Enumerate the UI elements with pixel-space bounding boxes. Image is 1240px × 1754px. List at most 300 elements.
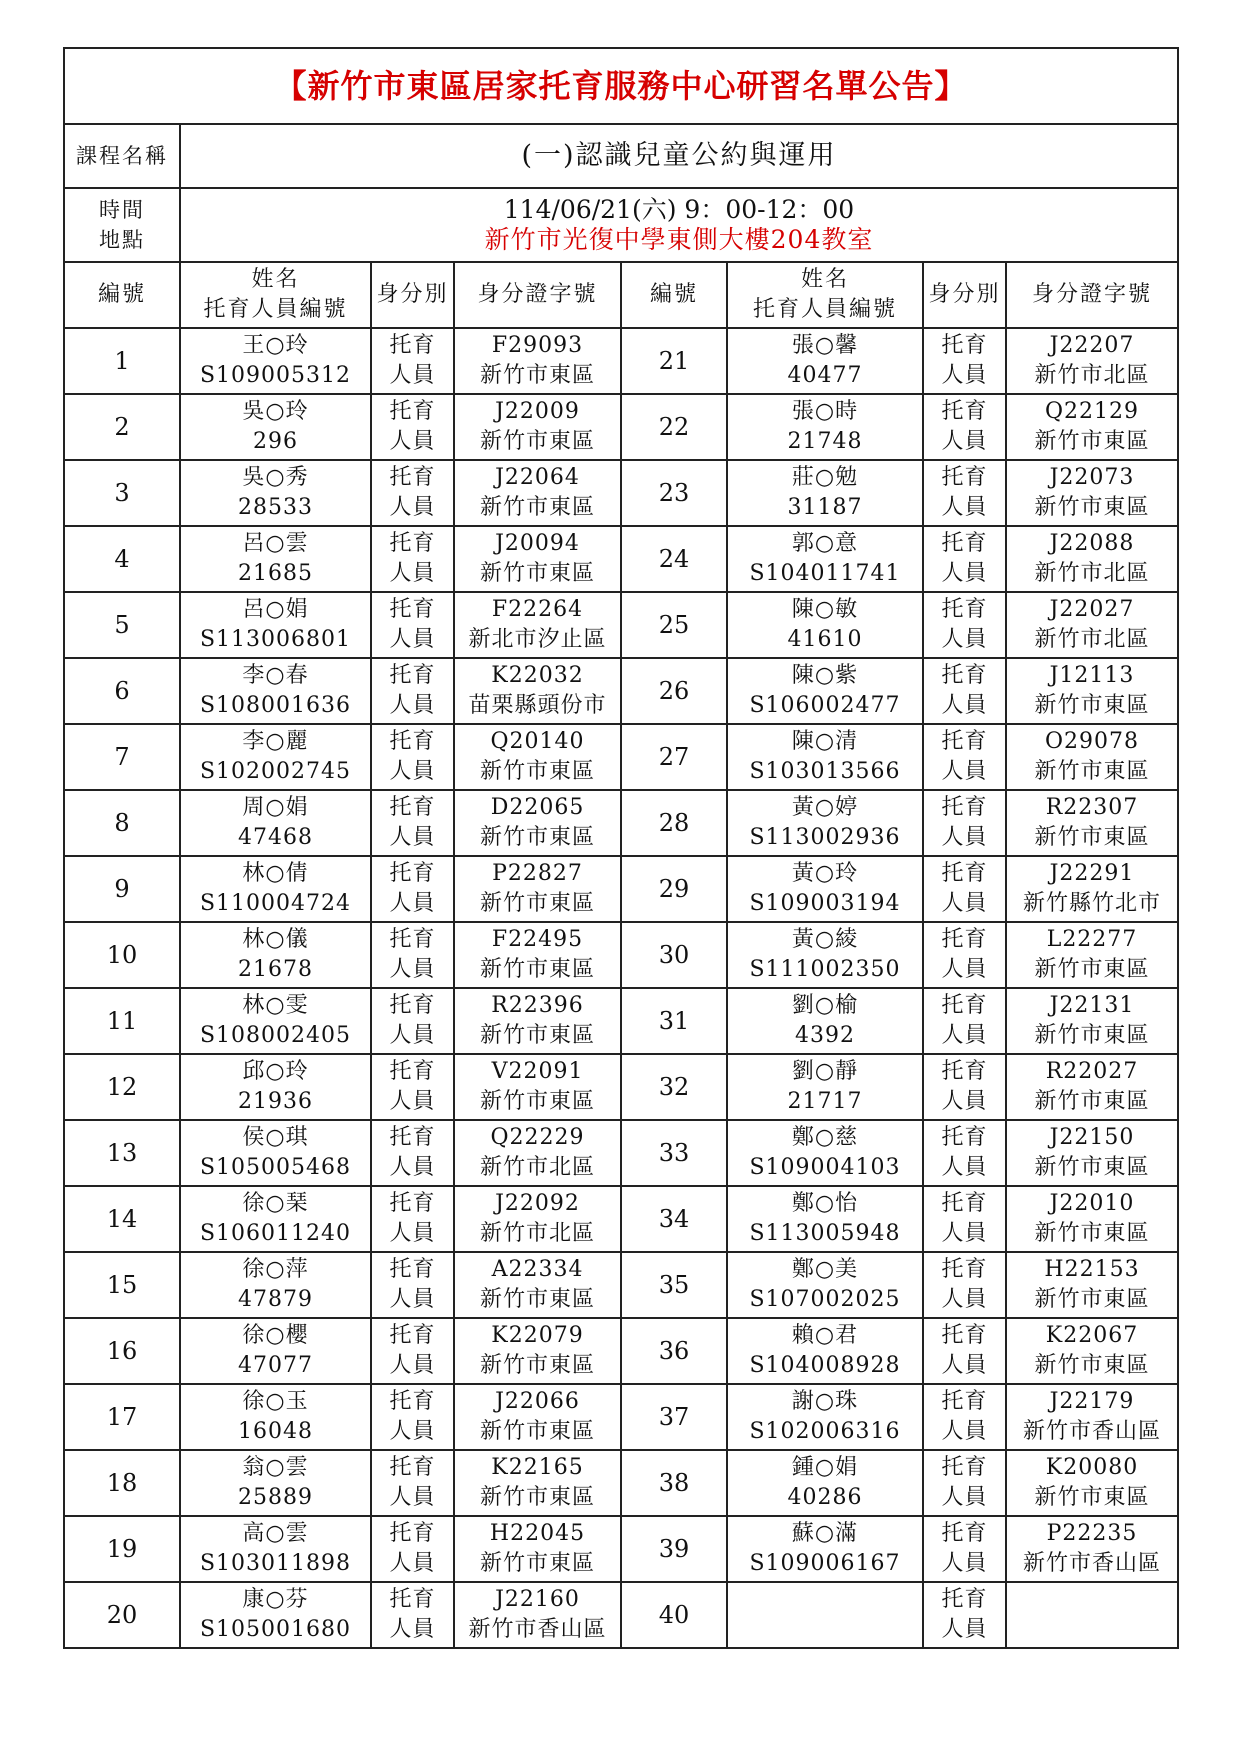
- table-row: [64, 1384, 1178, 1450]
- id-cell: [454, 526, 621, 592]
- id-number: A22334: [491, 1257, 584, 1282]
- id-number: J22291: [1049, 861, 1135, 886]
- identity-line2: 人員: [941, 363, 988, 388]
- caregiver-name: 張○時: [791, 399, 859, 424]
- id-number: K22032: [491, 663, 584, 688]
- entry-number: 27: [621, 724, 727, 790]
- name-cell: [727, 1054, 923, 1120]
- name-cell: [727, 658, 923, 724]
- entry-number: 30: [621, 922, 727, 988]
- table-row: [64, 790, 1178, 856]
- id-area: 新北市汐止區: [468, 627, 607, 652]
- header-name-line1: 姓名: [251, 267, 300, 292]
- identity-line1: 托育: [941, 597, 988, 622]
- caregiver-code: S109003194: [749, 891, 901, 916]
- table-row: [64, 856, 1178, 922]
- identity-line2: 人員: [389, 957, 436, 982]
- id-number: H22045: [489, 1521, 586, 1546]
- table-row: [64, 1186, 1178, 1252]
- identity-cell: [923, 1252, 1006, 1318]
- id-cell: [454, 1450, 621, 1516]
- id-cell: [1006, 1516, 1178, 1582]
- id-number: R22396: [491, 993, 584, 1018]
- caregiver-name: 邱○玲: [242, 1059, 309, 1084]
- identity-line1: 托育: [389, 1059, 436, 1084]
- id-area: 新竹市東區: [1034, 429, 1150, 454]
- caregiver-name: 鍾○娟: [791, 1455, 859, 1480]
- caregiver-name: 劉○靜: [791, 1059, 859, 1084]
- header-name-right-line1: 姓名: [800, 267, 849, 292]
- identity-line2: 人員: [941, 1287, 988, 1312]
- identity-line2: 人員: [389, 825, 436, 850]
- id-cell: [454, 460, 621, 526]
- name-cell: [727, 1384, 923, 1450]
- caregiver-name: 郭○意: [791, 531, 859, 556]
- id-area: 新竹市北區: [1034, 561, 1150, 586]
- entry-number: 2: [64, 394, 180, 460]
- id-cell: [454, 328, 621, 394]
- identity-line1: 托育: [941, 1389, 988, 1414]
- identity-line1: 托育: [389, 861, 436, 886]
- identity-cell: [923, 856, 1006, 922]
- entry-number: 4: [64, 526, 180, 592]
- name-cell: [180, 790, 371, 856]
- identity-line1: 托育: [941, 1257, 988, 1282]
- identity-cell: [371, 328, 454, 394]
- caregiver-code: S105001680: [199, 1617, 352, 1642]
- identity-cell: [923, 1186, 1006, 1252]
- name-cell: [727, 1516, 923, 1582]
- id-area: 新竹市北區: [479, 1155, 595, 1180]
- name-cell: [727, 1186, 923, 1252]
- identity-line1: 托育: [389, 1587, 436, 1612]
- name-cell: [727, 790, 923, 856]
- identity-cell: [923, 724, 1006, 790]
- name-cell: [727, 724, 923, 790]
- id-cell: [1006, 922, 1178, 988]
- entry-number: 39: [621, 1516, 727, 1582]
- id-number: J22088: [1049, 531, 1135, 556]
- entry-number: 9: [64, 856, 180, 922]
- id-cell: [454, 592, 621, 658]
- id-number: J22066: [495, 1389, 580, 1414]
- identity-cell: [923, 1318, 1006, 1384]
- caregiver-code: 41610: [787, 627, 863, 652]
- caregiver-code: 4392: [795, 1023, 855, 1048]
- identity-cell: [371, 592, 454, 658]
- name-cell: [180, 1516, 371, 1582]
- id-cell: [1006, 724, 1178, 790]
- identity-cell: [371, 1516, 454, 1582]
- id-cell: [454, 856, 621, 922]
- identity-line2: 人員: [389, 1617, 436, 1642]
- identity-line2: 人員: [941, 957, 988, 982]
- entry-number: 16: [64, 1318, 180, 1384]
- identity-cell: [923, 988, 1006, 1054]
- identity-line1: 托育: [941, 399, 988, 424]
- identity-cell: [371, 526, 454, 592]
- caregiver-code: S104008928: [749, 1353, 901, 1378]
- id-cell: [454, 988, 621, 1054]
- identity-line1: 托育: [389, 1389, 436, 1414]
- identity-line2: 人員: [941, 1353, 988, 1378]
- identity-cell: [371, 988, 454, 1054]
- id-cell: [1006, 526, 1178, 592]
- identity-line2: 人員: [941, 693, 988, 718]
- id-cell: [1006, 1582, 1178, 1648]
- caregiver-name: 劉○榆: [791, 993, 859, 1018]
- id-area: 新竹市東區: [479, 1353, 595, 1378]
- caregiver-name: 徐○萍: [242, 1257, 309, 1282]
- header-identity: 身分別: [371, 262, 454, 328]
- caregiver-code: 47879: [238, 1287, 313, 1312]
- identity-line1: 托育: [389, 993, 436, 1018]
- header-id-number-right: 身分證字號: [1006, 262, 1178, 328]
- entry-number: 31: [621, 988, 727, 1054]
- id-area: 新竹市香山區: [468, 1617, 607, 1642]
- identity-cell: [371, 1186, 454, 1252]
- id-number: J22150: [1049, 1125, 1135, 1150]
- identity-line2: 人員: [941, 1617, 988, 1642]
- table-row: [64, 394, 1178, 460]
- id-number: J22160: [495, 1587, 580, 1612]
- caregiver-name: 謝○珠: [791, 1389, 859, 1414]
- caregiver-code: 25889: [238, 1485, 313, 1510]
- id-cell: [454, 922, 621, 988]
- identity-line2: 人員: [941, 1419, 988, 1444]
- identity-line1: 托育: [389, 465, 436, 490]
- id-area: 新竹市東區: [1034, 1353, 1150, 1378]
- identity-line1: 托育: [941, 993, 988, 1018]
- session-time: 114/06/21(六) 9：00-12：00: [503, 195, 855, 224]
- caregiver-name: 蘇○滿: [791, 1521, 859, 1546]
- time-place-value: [180, 188, 1178, 262]
- id-area: 新竹市東區: [1034, 1287, 1150, 1312]
- caregiver-name: 徐○琹: [242, 1191, 309, 1216]
- identity-line1: 托育: [941, 729, 988, 754]
- entry-number: 26: [621, 658, 727, 724]
- caregiver-code: S105005468: [199, 1155, 352, 1180]
- caregiver-name: 康○芬: [242, 1587, 309, 1612]
- caregiver-name: 黃○玲: [791, 861, 859, 886]
- id-cell: [1006, 394, 1178, 460]
- header-id-number: 身分證字號: [454, 262, 621, 328]
- id-number: K22165: [491, 1455, 584, 1480]
- name-cell: [180, 1450, 371, 1516]
- id-number: J22092: [495, 1191, 580, 1216]
- caregiver-code: S106011240: [199, 1221, 352, 1246]
- column-header-row: [64, 262, 1178, 328]
- identity-cell: [371, 1054, 454, 1120]
- id-cell: [1006, 658, 1178, 724]
- id-cell: [454, 1252, 621, 1318]
- caregiver-code: S113002936: [749, 825, 901, 850]
- identity-line1: 托育: [389, 1257, 436, 1282]
- entry-number: 15: [64, 1252, 180, 1318]
- caregiver-code: 40286: [787, 1485, 863, 1510]
- name-cell: [180, 1120, 371, 1186]
- id-number: D22065: [490, 795, 585, 820]
- caregiver-code: 21748: [787, 429, 863, 454]
- id-area: 新竹市東區: [479, 1419, 595, 1444]
- identity-line2: 人員: [941, 1485, 988, 1510]
- caregiver-code: 31187: [787, 495, 863, 520]
- caregiver-code: 21936: [238, 1089, 313, 1114]
- id-cell: [454, 1582, 621, 1648]
- id-number: R22307: [1045, 795, 1139, 820]
- caregiver-name: 陳○清: [791, 729, 859, 754]
- identity-line1: 托育: [941, 927, 988, 952]
- table-row: [64, 1054, 1178, 1120]
- header-name-line2: 托育人員編號: [203, 297, 348, 322]
- entry-number: 21: [621, 328, 727, 394]
- identity-line2: 人員: [941, 627, 988, 652]
- identity-line2: 人員: [389, 495, 436, 520]
- identity-line2: 人員: [941, 891, 988, 916]
- identity-cell: [371, 460, 454, 526]
- caregiver-code: S109004103: [749, 1155, 901, 1180]
- entry-number: 32: [621, 1054, 727, 1120]
- caregiver-code: S113005948: [749, 1221, 901, 1246]
- caregiver-name: 林○倩: [242, 861, 309, 886]
- identity-cell: [923, 1582, 1006, 1648]
- id-area: 新竹市東區: [479, 561, 595, 586]
- name-cell: [727, 1450, 923, 1516]
- entry-number: 7: [64, 724, 180, 790]
- id-number: F22264: [491, 597, 584, 622]
- id-area: 新竹市東區: [1034, 1023, 1150, 1048]
- caregiver-code: S111002350: [749, 957, 901, 982]
- id-number: J22207: [1049, 333, 1135, 358]
- caregiver-name: 徐○櫻: [242, 1323, 309, 1348]
- identity-line1: 托育: [389, 1323, 436, 1348]
- entry-number: 35: [621, 1252, 727, 1318]
- entry-number: 17: [64, 1384, 180, 1450]
- table-row: [64, 658, 1178, 724]
- identity-line2: 人員: [389, 561, 436, 586]
- id-number: J20094: [495, 531, 580, 556]
- id-cell: [1006, 1450, 1178, 1516]
- table-row: [64, 1516, 1178, 1582]
- identity-line2: 人員: [389, 627, 436, 652]
- table-row: [64, 1582, 1178, 1648]
- caregiver-code: S107002025: [749, 1287, 901, 1312]
- id-cell: [454, 1384, 621, 1450]
- name-cell: [180, 460, 371, 526]
- identity-line1: 托育: [389, 531, 436, 556]
- identity-line2: 人員: [941, 1221, 988, 1246]
- caregiver-name: 黃○婷: [791, 795, 859, 820]
- id-cell: [1006, 856, 1178, 922]
- identity-cell: [371, 1318, 454, 1384]
- id-cell: [1006, 1318, 1178, 1384]
- course-name: (一)認識兒童公約與運用: [180, 124, 1178, 188]
- id-cell: [1006, 328, 1178, 394]
- identity-line2: 人員: [389, 693, 436, 718]
- identity-line2: 人員: [389, 1419, 436, 1444]
- id-number: Q22229: [490, 1125, 585, 1150]
- caregiver-code: 21685: [238, 561, 313, 586]
- entry-number: 13: [64, 1120, 180, 1186]
- identity-line1: 托育: [389, 729, 436, 754]
- table-row: [64, 328, 1178, 394]
- id-cell: [454, 790, 621, 856]
- table-row: [64, 988, 1178, 1054]
- id-cell: [1006, 592, 1178, 658]
- identity-line1: 托育: [941, 663, 988, 688]
- id-area: 新竹市東區: [479, 1287, 595, 1312]
- caregiver-name: 吳○秀: [242, 465, 309, 490]
- name-cell: [727, 592, 923, 658]
- caregiver-name: 陳○紫: [791, 663, 859, 688]
- identity-line1: 托育: [941, 861, 988, 886]
- caregiver-code: 40477: [787, 363, 863, 388]
- header-name-right-line2: 托育人員編號: [752, 297, 897, 322]
- identity-cell: [371, 1450, 454, 1516]
- id-area: 新竹市東區: [1034, 1089, 1150, 1114]
- name-cell: [180, 394, 371, 460]
- time-label: 時間: [99, 198, 145, 222]
- name-cell: [727, 460, 923, 526]
- id-area: 新竹市東區: [479, 891, 595, 916]
- identity-line1: 托育: [389, 399, 436, 424]
- id-number: J22073: [1049, 465, 1135, 490]
- identity-cell: [923, 592, 1006, 658]
- id-area: 新竹市香山區: [1023, 1419, 1162, 1444]
- identity-line2: 人員: [941, 495, 988, 520]
- id-cell: [454, 1186, 621, 1252]
- caregiver-code: S110004724: [199, 891, 352, 916]
- name-cell: [180, 1318, 371, 1384]
- identity-cell: [371, 922, 454, 988]
- id-cell: [1006, 1054, 1178, 1120]
- caregiver-code: S102002745: [199, 759, 352, 784]
- id-cell: [454, 724, 621, 790]
- id-area: 新竹市東區: [1034, 759, 1150, 784]
- id-cell: [1006, 460, 1178, 526]
- id-number: J22027: [1049, 597, 1135, 622]
- name-cell: [180, 658, 371, 724]
- caregiver-name: 莊○勉: [791, 465, 859, 490]
- id-number: V22091: [491, 1059, 584, 1084]
- table-row: [64, 1318, 1178, 1384]
- id-area: 新竹市東區: [1034, 1221, 1150, 1246]
- header-name-right: [727, 262, 923, 328]
- entry-number: 20: [64, 1582, 180, 1648]
- name-cell: [180, 988, 371, 1054]
- id-number: J22010: [1049, 1191, 1135, 1216]
- place-label: 地點: [99, 228, 145, 252]
- table-row: [64, 922, 1178, 988]
- identity-cell: [923, 1120, 1006, 1186]
- identity-cell: [923, 394, 1006, 460]
- caregiver-name: 吳○玲: [242, 399, 309, 424]
- table-row: [64, 592, 1178, 658]
- header-identity-right: 身分別: [923, 262, 1006, 328]
- entry-number: 19: [64, 1516, 180, 1582]
- id-area: 新竹市北區: [1034, 627, 1150, 652]
- caregiver-name: 黃○綾: [791, 927, 859, 952]
- id-cell: [454, 394, 621, 460]
- identity-cell: [371, 394, 454, 460]
- id-area: 新竹市香山區: [1023, 1551, 1162, 1576]
- caregiver-code: 16048: [238, 1419, 313, 1444]
- id-number: J22179: [1049, 1389, 1135, 1414]
- id-cell: [454, 1120, 621, 1186]
- caregiver-code: S103011898: [199, 1551, 352, 1576]
- id-cell: [454, 1516, 621, 1582]
- id-cell: [454, 658, 621, 724]
- caregiver-name: 李○麗: [242, 729, 309, 754]
- entry-number: 10: [64, 922, 180, 988]
- caregiver-code: S103013566: [749, 759, 901, 784]
- caregiver-name: 陳○敏: [791, 597, 859, 622]
- caregiver-code: S109005312: [199, 363, 352, 388]
- caregiver-code: S108002405: [199, 1023, 352, 1048]
- identity-cell: [923, 1054, 1006, 1120]
- header-name: [180, 262, 371, 328]
- entry-number: 1: [64, 328, 180, 394]
- id-cell: [454, 1318, 621, 1384]
- identity-line2: 人員: [389, 1089, 436, 1114]
- page-title: 【新竹市東區居家托育服務中心研習名單公告】: [64, 48, 1178, 124]
- identity-line1: 托育: [389, 1521, 436, 1546]
- id-area: 新竹市北區: [479, 1221, 595, 1246]
- id-number: K22079: [491, 1323, 584, 1348]
- caregiver-name: 高○雲: [242, 1521, 309, 1546]
- id-number: R22027: [1045, 1059, 1139, 1084]
- identity-line2: 人員: [389, 1155, 436, 1180]
- caregiver-name: 李○春: [242, 663, 309, 688]
- identity-line1: 托育: [941, 1059, 988, 1084]
- identity-line1: 托育: [389, 333, 436, 358]
- entry-number: 23: [621, 460, 727, 526]
- identity-cell: [923, 922, 1006, 988]
- identity-line1: 托育: [941, 465, 988, 490]
- id-area: 新竹市北區: [1034, 363, 1150, 388]
- entry-number: 37: [621, 1384, 727, 1450]
- id-number: O29078: [1044, 729, 1140, 754]
- identity-line1: 托育: [941, 333, 988, 358]
- identity-line1: 托育: [389, 1455, 436, 1480]
- entry-number: 22: [621, 394, 727, 460]
- identity-cell: [923, 526, 1006, 592]
- identity-line2: 人員: [941, 429, 988, 454]
- entry-number: 6: [64, 658, 180, 724]
- table-row: [64, 460, 1178, 526]
- caregiver-code: 47077: [238, 1353, 313, 1378]
- id-number: J22064: [495, 465, 580, 490]
- identity-line1: 托育: [941, 1455, 988, 1480]
- table-row: [64, 1450, 1178, 1516]
- id-number: H22153: [1044, 1257, 1140, 1282]
- name-cell: [727, 1318, 923, 1384]
- identity-cell: [371, 1384, 454, 1450]
- id-cell: [1006, 1120, 1178, 1186]
- caregiver-name: 張○馨: [791, 333, 859, 358]
- identity-line2: 人員: [389, 363, 436, 388]
- caregiver-code: 296: [253, 429, 298, 454]
- id-area: 新竹市東區: [1034, 1485, 1150, 1510]
- id-cell: [1006, 988, 1178, 1054]
- identity-line2: 人員: [389, 1551, 436, 1576]
- id-area: 新竹市東區: [479, 429, 595, 454]
- entry-number: 11: [64, 988, 180, 1054]
- name-cell: [727, 328, 923, 394]
- caregiver-code: 21717: [787, 1089, 863, 1114]
- identity-line1: 托育: [389, 597, 436, 622]
- entry-number: 8: [64, 790, 180, 856]
